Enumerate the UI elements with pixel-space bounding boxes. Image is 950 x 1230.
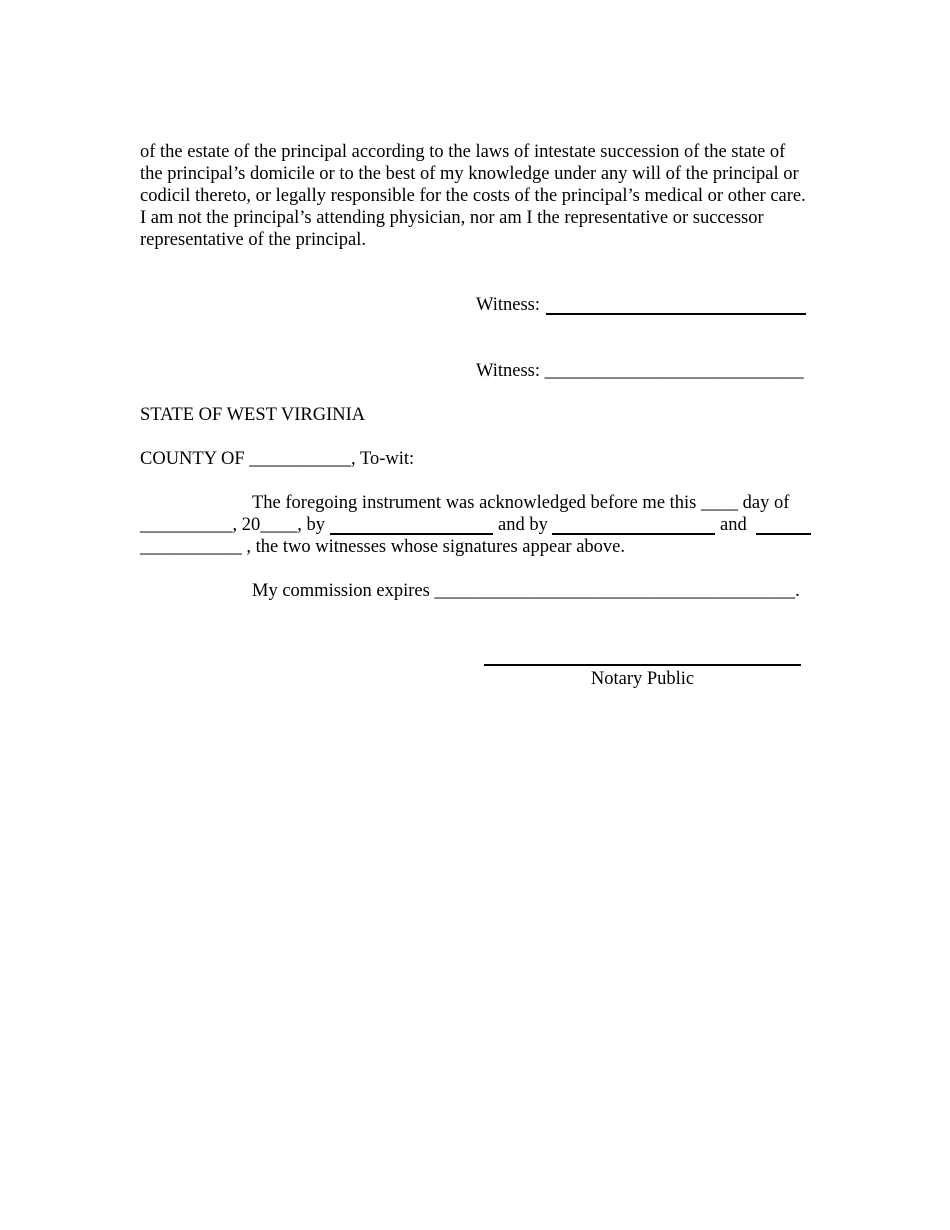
witness-2-signature-blank[interactable]: ____________________________ [544,361,804,381]
ack-line-3: ___________ , the two witnesses whose signatures appear above. [140,537,626,557]
witness-1-label: Witness: [476,295,541,315]
county-label: COUNTY OF [140,449,250,469]
ack-line-2b: and by [498,515,548,535]
state-line: STATE OF WEST VIRGINIA [140,405,366,425]
county-blank[interactable]: ___________ [249,449,352,469]
witness-2-label-text: Witness: [476,361,541,381]
notary-signature-line[interactable] [484,664,801,666]
first-witness-name-line[interactable] [330,533,493,535]
county-line [140,448,414,470]
paragraph-line: representative of the principal. [140,230,367,250]
ack-line-2a: __________, 20____, by [140,515,325,535]
witness-2-label [476,360,804,382]
commission-line: My commission expires _______________________________________. [252,581,800,601]
paragraph-line: the principal’s domicile or to the best of my knowledge under any will of the principal or [140,164,799,184]
second-witness-name-line[interactable] [552,533,715,535]
ack-line-1: The foregoing instrument was acknowledged before me this ____ day of [252,493,790,513]
paragraph-line: codicil thereto, or legally responsible for the costs of the principal’s medical or other care. [140,186,806,206]
paragraph-line: I am not the principal’s attending physician, nor am I the representative or successor [140,208,764,228]
notary-public-label: Notary Public [590,669,695,689]
continuation-name-line[interactable] [756,533,811,535]
paragraph-line: of the estate of the principal according to the laws of intestate succession of the state of [140,142,786,162]
witness-1-signature-line[interactable] [546,313,806,315]
ack-line-2c: and [720,515,747,535]
county-suffix: , To-wit: [351,449,415,469]
